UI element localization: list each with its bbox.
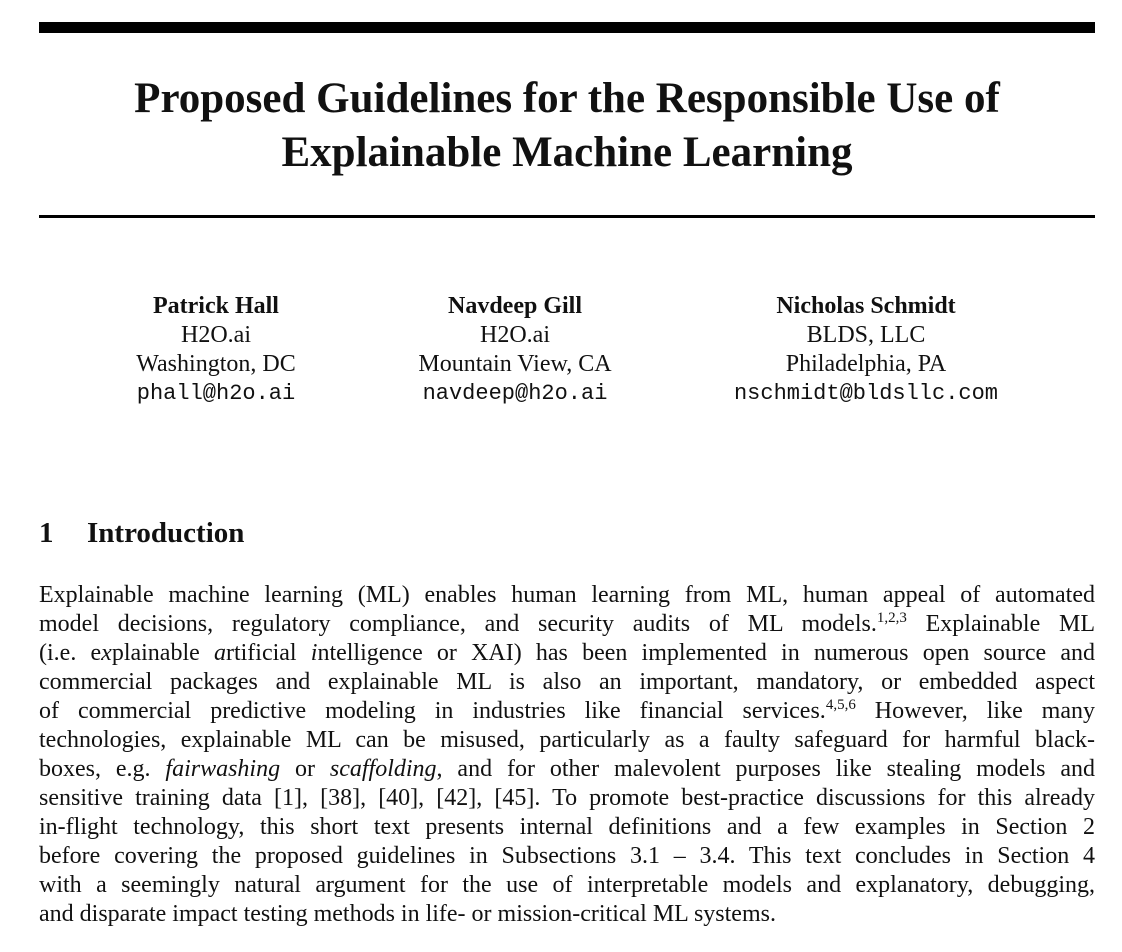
- author-email: navdeep@h2o.ai: [422, 381, 608, 406]
- line-text: Explainable ML: [906, 611, 1095, 637]
- author-affiliation: BLDS, LLC: [806, 322, 926, 348]
- author-2: [345, 292, 685, 408]
- footnote-ref: 1,2,3: [876, 610, 907, 626]
- line-text: rtificial: [225, 640, 311, 666]
- top-rule: [39, 22, 1095, 33]
- author-location: Washington, DC: [136, 351, 296, 377]
- author-1: [46, 292, 386, 408]
- paragraph-line: technologies, explainable ML can be misused, particularly as a faulty safeguard for harmful black-: [39, 727, 1095, 753]
- line-text: boxes, e.g.: [39, 756, 166, 782]
- line-text: ntelligence or XAI) has been implemented in numerous open source and: [317, 640, 1095, 666]
- title-line-2: Explainable Machine Learning: [281, 129, 853, 176]
- author-location: Philadelphia, PA: [785, 351, 947, 377]
- footnote-ref: 4,5,6: [825, 697, 856, 713]
- author-name: Nicholas Schmidt: [776, 293, 956, 319]
- author-name: Navdeep Gill: [447, 293, 582, 319]
- paragraph-line: [39, 697, 1095, 726]
- section-heading: [39, 514, 244, 552]
- author-block: [0, 292, 1122, 412]
- paragraph-line: [39, 755, 1095, 784]
- author-3: [696, 292, 1036, 408]
- title-rule: [39, 215, 1095, 218]
- author-affiliation: H2O.ai: [480, 322, 550, 348]
- line-text: , and for other malevolent purposes like stealing models and: [436, 756, 1095, 782]
- author-name: Patrick Hall: [153, 293, 279, 319]
- paragraph-line: with a seemingly natural argument for the use of interpretable models and explanatory, debugging,: [39, 872, 1095, 898]
- line-text: or: [280, 756, 330, 782]
- line-text: plainable: [111, 640, 214, 666]
- italic-letter: i: [310, 640, 318, 666]
- paragraph-line: [39, 639, 1095, 668]
- paragraph-line: in-flight technology, this short text presents internal definitions and a few examples in Section 2: [39, 814, 1095, 840]
- title-line-1: Proposed Guidelines for the Responsible Use of: [134, 75, 1000, 122]
- section-number: 1: [39, 517, 54, 549]
- paragraph-line: sensitive training data [1], [38], [40], [42], [45]. To promote best-practice discussions for this already: [39, 785, 1095, 811]
- author-email: phall@h2o.ai: [136, 381, 296, 406]
- line-text: model decisions, regulatory compliance, and security audits of ML models.: [39, 611, 877, 637]
- paragraph-line: commercial packages and explainable ML is also an important, mandatory, or embedded aspect: [39, 669, 1095, 695]
- paragraph-line: [39, 610, 1095, 639]
- paragraph-line: before covering the proposed guidelines in Subsections 3.1 – 3.4. This text concludes in Section 4: [39, 843, 1095, 869]
- line-text: However, like many: [855, 698, 1096, 724]
- intro-paragraph: [39, 581, 1095, 929]
- author-email: nschmidt@bldsllc.com: [733, 381, 999, 406]
- italic-letter: x: [101, 640, 112, 666]
- italic-term: fairwashing: [165, 756, 281, 782]
- section-title: Introduction: [87, 517, 245, 549]
- italic-letter: a: [213, 640, 226, 666]
- author-affiliation: H2O.ai: [181, 322, 251, 348]
- line-text: (i.e. e: [39, 640, 102, 666]
- italic-term: scaffolding: [329, 756, 437, 782]
- paragraph-line: and disparate impact testing methods in life- or mission-critical ML systems.: [39, 901, 776, 927]
- author-location: Mountain View, CA: [418, 351, 612, 377]
- paragraph-line: Explainable machine learning (ML) enables human learning from ML, human appeal of automated: [39, 582, 1095, 608]
- paper-title: [39, 72, 1095, 180]
- line-text: of commercial predictive modeling in industries like financial services.: [39, 698, 826, 724]
